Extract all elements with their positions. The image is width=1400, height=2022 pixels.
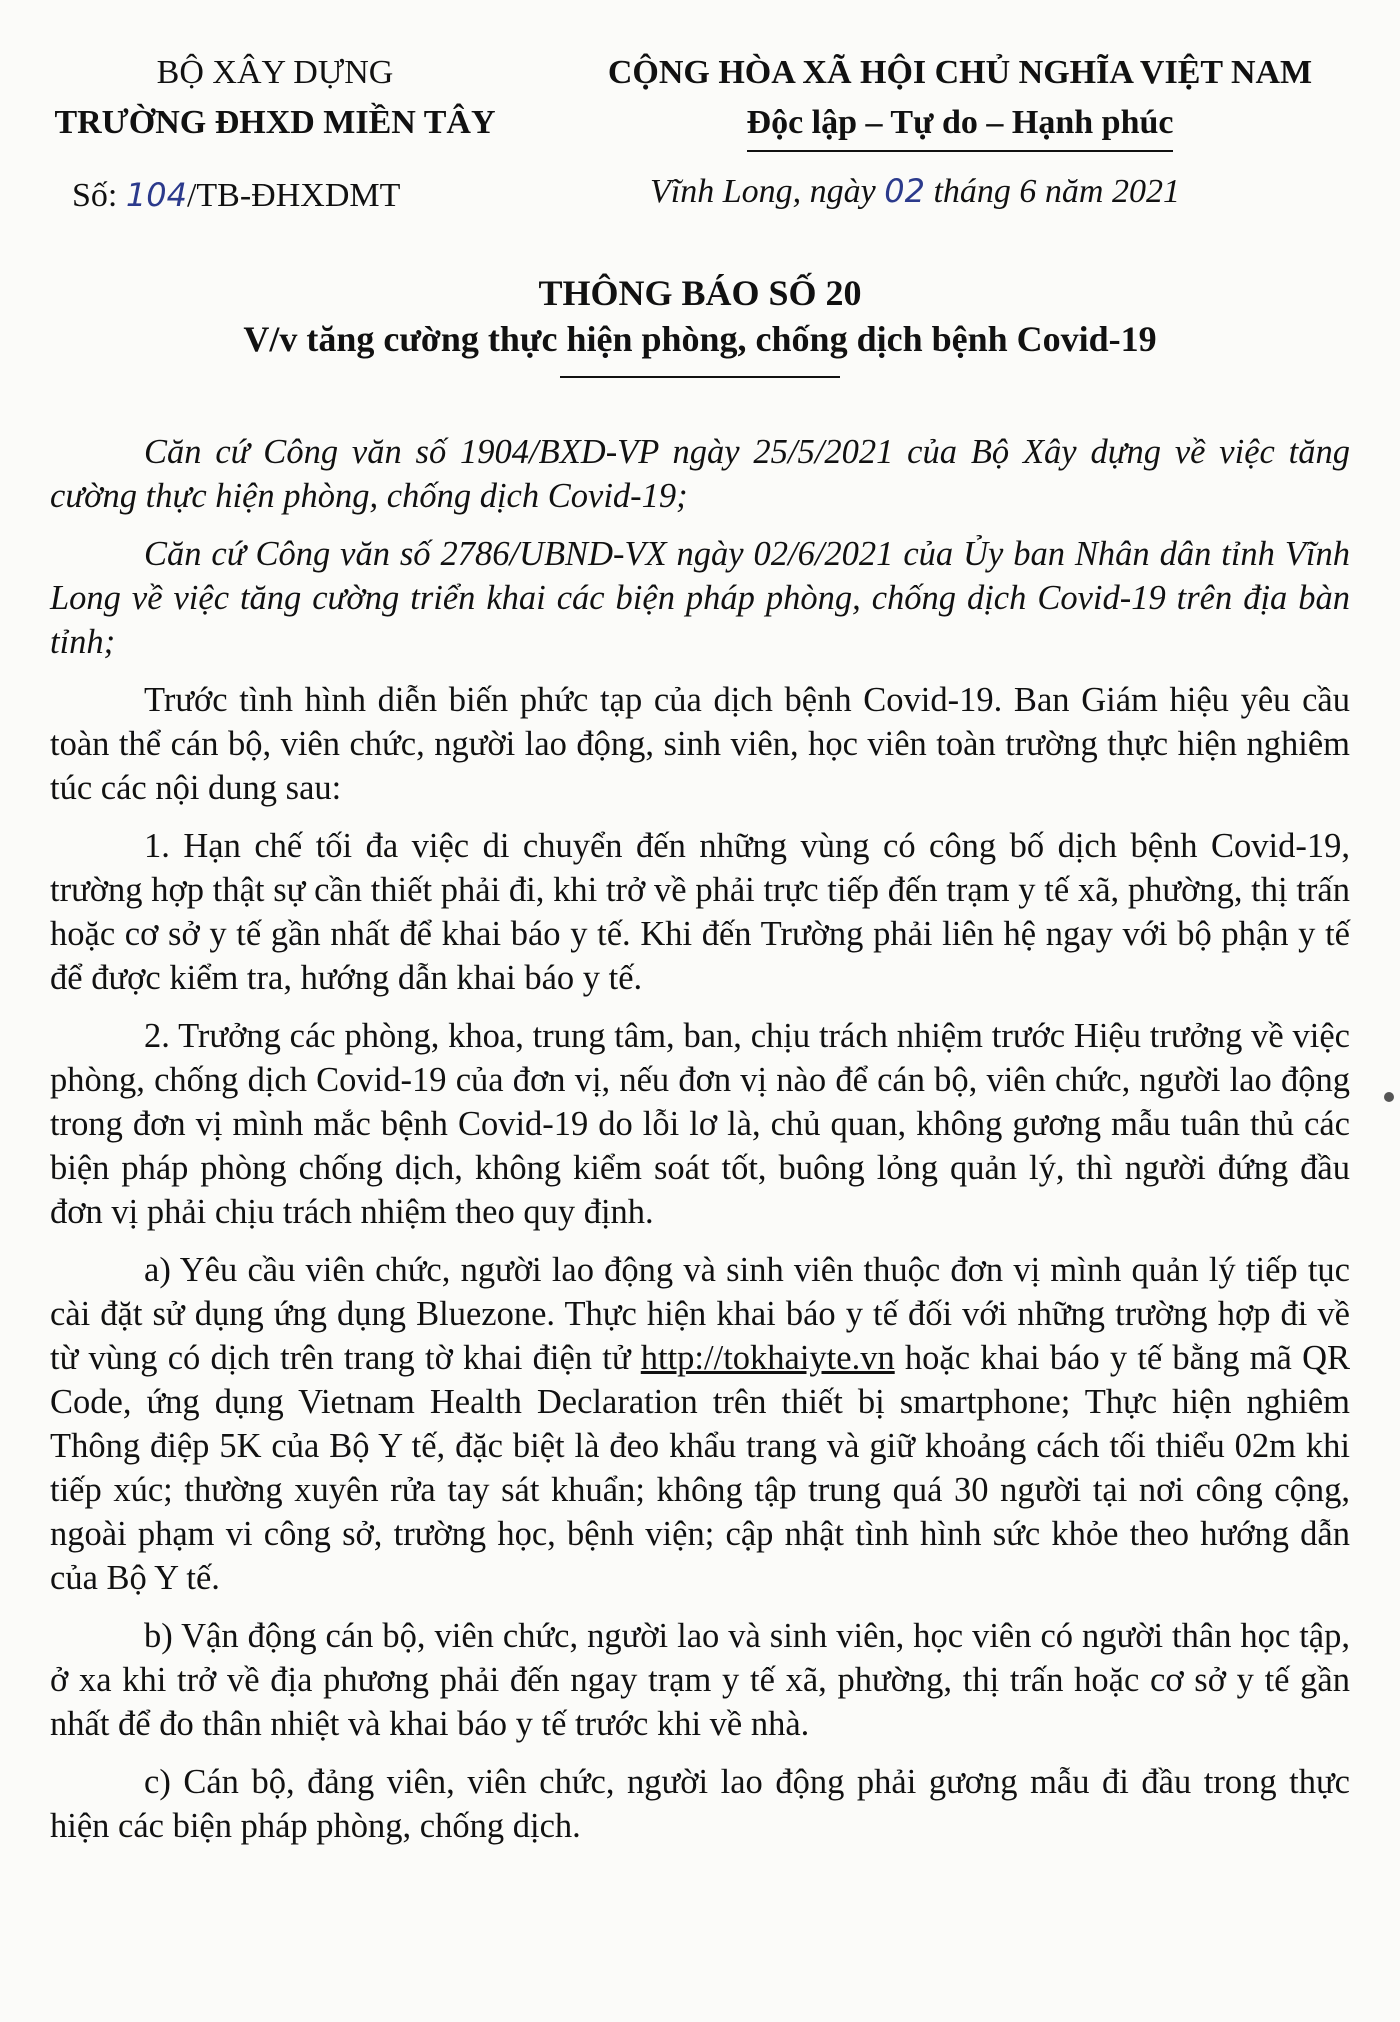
paragraph-basis-1: Căn cứ Công văn số 1904/BXD-VP ngày 25/5/2021 của Bộ Xây dựng về việc tăng cường thực hiện phòng, chống dịch Covid-19; [50, 433, 1350, 515]
paragraph-intro: Trước tình hình diễn biến phức tạp của dịch bệnh Covid-19. Ban Giám hiệu yêu cầu toàn thể cán bộ, viên chức, người lao động, sinh viên, học viên toàn trường thực hiện nghiêm túc các nội dung sau: [50, 681, 1350, 807]
paragraph-item-2b: b) Vận động cán bộ, viên chức, người lao và sinh viên, học viên có người thân học tập, ở xa khi trở về địa phương phải đến ngay trạm y tế xã, phường, thị trấn hoặc cơ sở y tế gần nhất để đo thân nhiệt và khai báo y tế trước khi về nhà. [50, 1617, 1350, 1743]
document-number [72, 176, 400, 215]
notice-title: THÔNG BÁO SỐ 20 [538, 273, 862, 313]
margin-mark [1384, 1092, 1394, 1102]
title-block [0, 270, 1400, 378]
issuer-block [40, 48, 510, 148]
handwritten-day: 02 [884, 172, 925, 210]
handwritten-number: 104 [125, 176, 187, 214]
title-divider [560, 376, 840, 378]
tokhaiyte-link[interactable]: http://tokhaiyte.vn [640, 1339, 895, 1377]
paragraph-item-2: 2. Trưởng các phòng, khoa, trung tâm, ban, chịu trách nhiệm trước Hiệu trưởng về việc phòng, chống dịch Covid-19 của đơn vị, nếu đơn vị nào để cán bộ, viên chức, người lao động trong đơn vị mình mắc bệnh Covid-19 do lỗi lơ là, chủ quan, không gương mẫu tuân thủ các biện pháp phòng chống dịch, không kiểm soát tốt, buông lỏng quản lý, thì người đứng đầu đơn vị phải chịu trách nhiệm theo quy định. [50, 1017, 1350, 1231]
number-suffix: /TB-ĐHXDMT [186, 177, 401, 214]
document-date [650, 172, 1180, 211]
document-body [50, 430, 1350, 1862]
school-name: TRƯỜNG ĐHXD MIỀN TÂY [54, 104, 496, 141]
paragraph-basis-2: Căn cứ Công văn số 2786/UBND-VX ngày 02/6/2021 của Ủy ban Nhân dân tỉnh Vĩnh Long về việc tăng cường triển khai các biện pháp phòng, chống dịch Covid-19 trên địa bàn tỉnh; [50, 535, 1350, 661]
date-prefix: Vĩnh Long, ngày [650, 173, 885, 210]
national-heading [560, 48, 1360, 152]
country-name: CỘNG HÒA XÃ HỘI CHỦ NGHĨA VIỆT NAM [607, 54, 1313, 91]
item-2a-text-end: hoặc khai báo y tế bằng mã QR Code, ứng dụng Vietnam Health Declaration trên thiết bị smartphone; Thực hiện nghiêm Thông điệp 5K của Bộ Y tế, đặc biệt là đeo khẩu trang và giữ khoảng cách tối thiểu 02m khi tiếp xúc; thường xuyên rửa tay sát khuẩn; không tập trung quá 30 người tại nơi công cộng, ngoài phạm vi công sở, trường học, bệnh viện; cập nhật tình hình sức khỏe theo hướng dẫn của Bộ Y tế. [50, 1339, 1350, 1597]
number-prefix: Số: [72, 177, 126, 214]
paragraph-item-2c: c) Cán bộ, đảng viên, viên chức, người lao động phải gương mẫu đi đầu trong thực hiện các biện pháp phòng, chống dịch. [50, 1763, 1350, 1845]
national-motto: Độc lập – Tự do – Hạnh phúc [747, 98, 1174, 152]
date-suffix: tháng 6 năm 2021 [924, 173, 1180, 210]
item-2a-text-start: a) Yêu cầu viên chức, người lao động và sinh viên thuộc đơn vị mình quản lý tiếp tục cài đặt sử dụng ứng dụng Bluezone. Thực hiện khai báo y tế đối với những trường hợp đi về từ vùng có dịch trên trang tờ khai điện tử [50, 1251, 1350, 1377]
notice-subject: V/v tăng cường thực hiện phòng, chống dịch bệnh Covid-19 [243, 319, 1157, 359]
paragraph-item-2a [50, 1248, 1350, 1600]
paragraph-item-1: 1. Hạn chế tối đa việc di chuyển đến những vùng có công bố dịch bệnh Covid-19, trường hợp thật sự cần thiết phải đi, khi trở về phải trực tiếp đến trạm y tế xã, phường, thị trấn hoặc cơ sở y tế gần nhất để khai báo y tế. Khi đến Trường phải liên hệ ngay với bộ phận y tế để được kiểm tra, hướng dẫn khai báo y tế. [50, 827, 1350, 997]
ministry-name: BỘ XÂY DỰNG [156, 54, 394, 91]
